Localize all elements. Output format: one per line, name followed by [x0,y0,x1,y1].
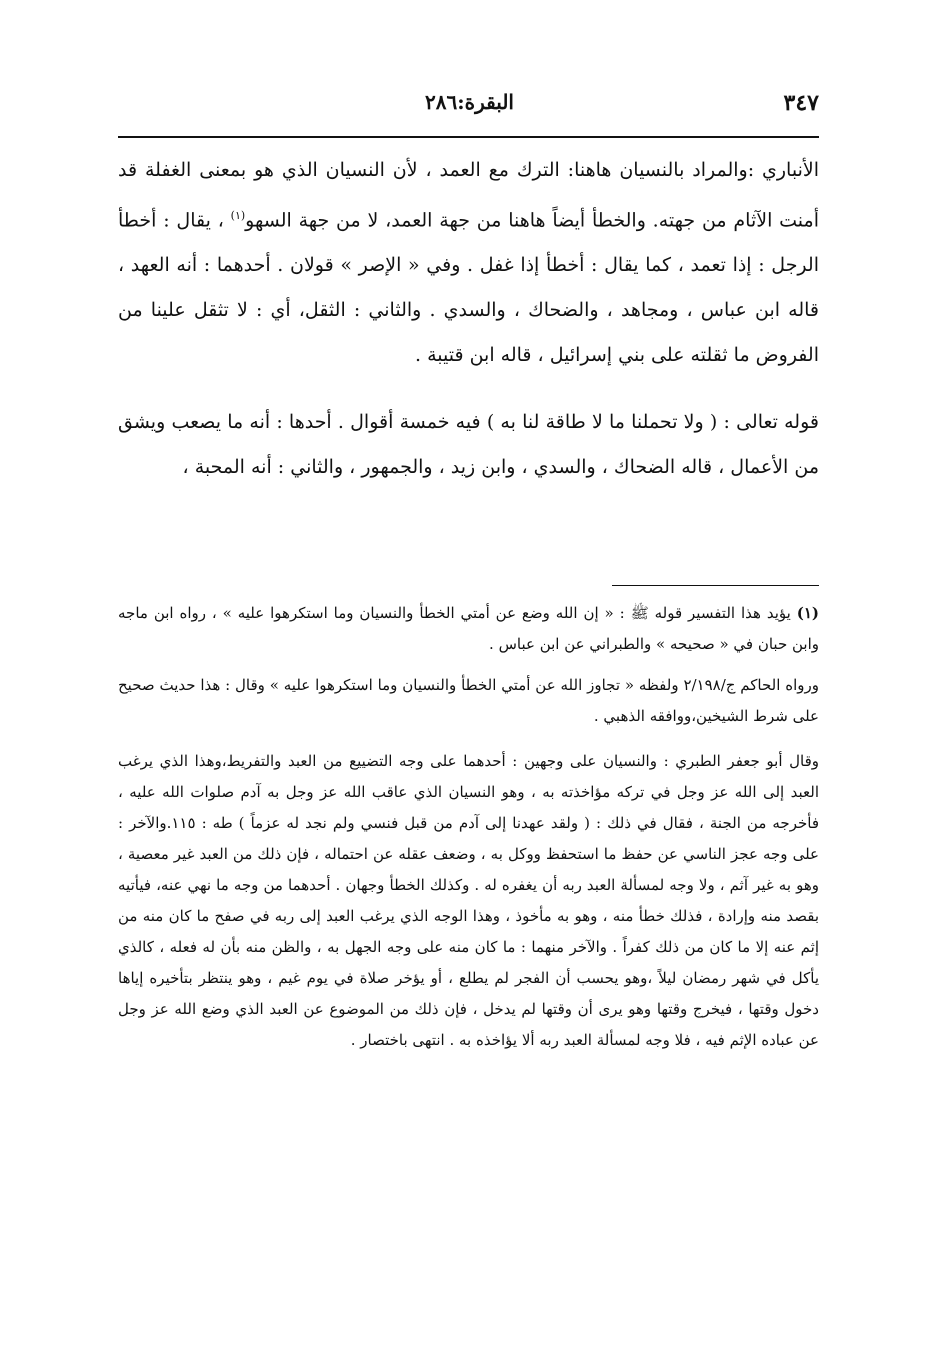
page-number: ٣٤٧ [783,90,819,116]
footnotes [118,598,819,1070]
footnote-1-marker: (١) [796,604,819,622]
footnote-1-text: يؤيد هذا التفسير قوله ﷺ : « إن الله وضع عن أمتي الخطأ والنسيان وما استكرهوا عليه » ، رواه ابن ماجه وابن حبان في « صحيحه » والطبراني عن ابن عباس . [118,604,819,653]
main-paragraph-1-text: الأنباري :والمراد بالنسيان هاهنا: الترك مع العمد ، لأن النسيان الذي هو بمعنى الغفلة قد أمنت الآثام من جهته. والخطأ أيضاً هاهنا من جهة العمد، لا من جهة السهو [118,159,819,232]
footnote-3: وقال أبو جعفر الطبري : والنسيان على وجهين : أحدهما على وجه التضييع من العبد والتفريط،وهذا الذي يرغب العبد إلى الله عز وجل في تركه مؤاخذته به ، وهو النسيان الذي عاقب الله عز وجل به آدم صلوات الله عليه ، فأخرجه من الجنة ، فقال في ذلك : ( ولقد عهدنا إلى آدم من قبل فنسي ولم نجد له عزماً ) طه : ١١٥.والآخر : على وجه عجز الناسي عن حفظ ما استحفظ ووكل به ، وضعف عقله عن احتماله ، فإن ذلك من العبد غير معصية ، وهو به غير آثم ، ولا وجه لمسألة العبد ربه أن يغفره له . وكذلك الخطأ وجهان . أحدهما من وجه ما نهي عنه، فيأتيه بقصد منه وإرادة ، فذلك خطأ منه ، وهو به مأخوذ ، وهذا الوجه الذي يرغب العبد إلى ربه في صفح ما كان منه من إثم عنه إلا ما كان من ذلك كفراً . والآخر منهما : ما كان منه على وجه الجهل به ، والظن منه بأن له فعله ، كالذي يأكل في شهر رمضان ليلاً ،وهو يحسب أن الفجر لم يطلع ، أو يؤخر صلاة في يوم غيم ، وهو ينتظر بتأخيره إياها دخول وقتها ، فيخرج وقتها وهو يرى أن وقتها لم يدخل ، فإن ذلك من الموضوع عن العبد الذي وضع الله عز وجل عن عباده الإثم فيه ، فلا وجه لمسألة العبد ربه ألا يؤاخذه به . انتهى باختصار . [118,752,819,1049]
footnote-1 [118,598,819,660]
main-paragraph-2: قوله تعالى : ( ولا تحملنا ما لا طاقة لنا به ) فيه خمسة أقوال . أحدها : أنه ما يصعب ويشق من الأعمال ، قاله الضحاك ، والسدي ، وابن زيد ، والجمهور ، والثاني : أنه المحبة ، [118,411,819,479]
header-rule [118,136,819,138]
main-paragraph-1 [118,148,819,378]
footnote-reference: (١) [230,209,246,222]
main-text [118,148,819,490]
footnote-2: ورواه الحاكم ج/٢/١٩٨ ولفظه « تجاوز الله عن أمتي الخطأ والنسيان وما استكرهوا عليه » وقال : هذا حديث صحيح على شرط الشيخين،ووافقه الذهبي . [118,676,819,725]
page-header [120,90,819,124]
running-title: البقرة:٢٨٦ [425,90,514,114]
footnote-rule [612,585,819,586]
main-paragraph-1-continued: ، يقال : أخطأ الرجل : إذا تعمد ، كما يقال : أخطأ إذا غفل . وفي « الإصر » قولان . أحدهما : أنه العهد ، قاله ابن عباس ، ومجاهد ، والضحاك ، والسدي . والثاني : الثقل، أي : لا تثقل علينا من الفروض ما ثقلته على بني إسرائيل ، قاله ابن قتيبة . [118,209,819,367]
